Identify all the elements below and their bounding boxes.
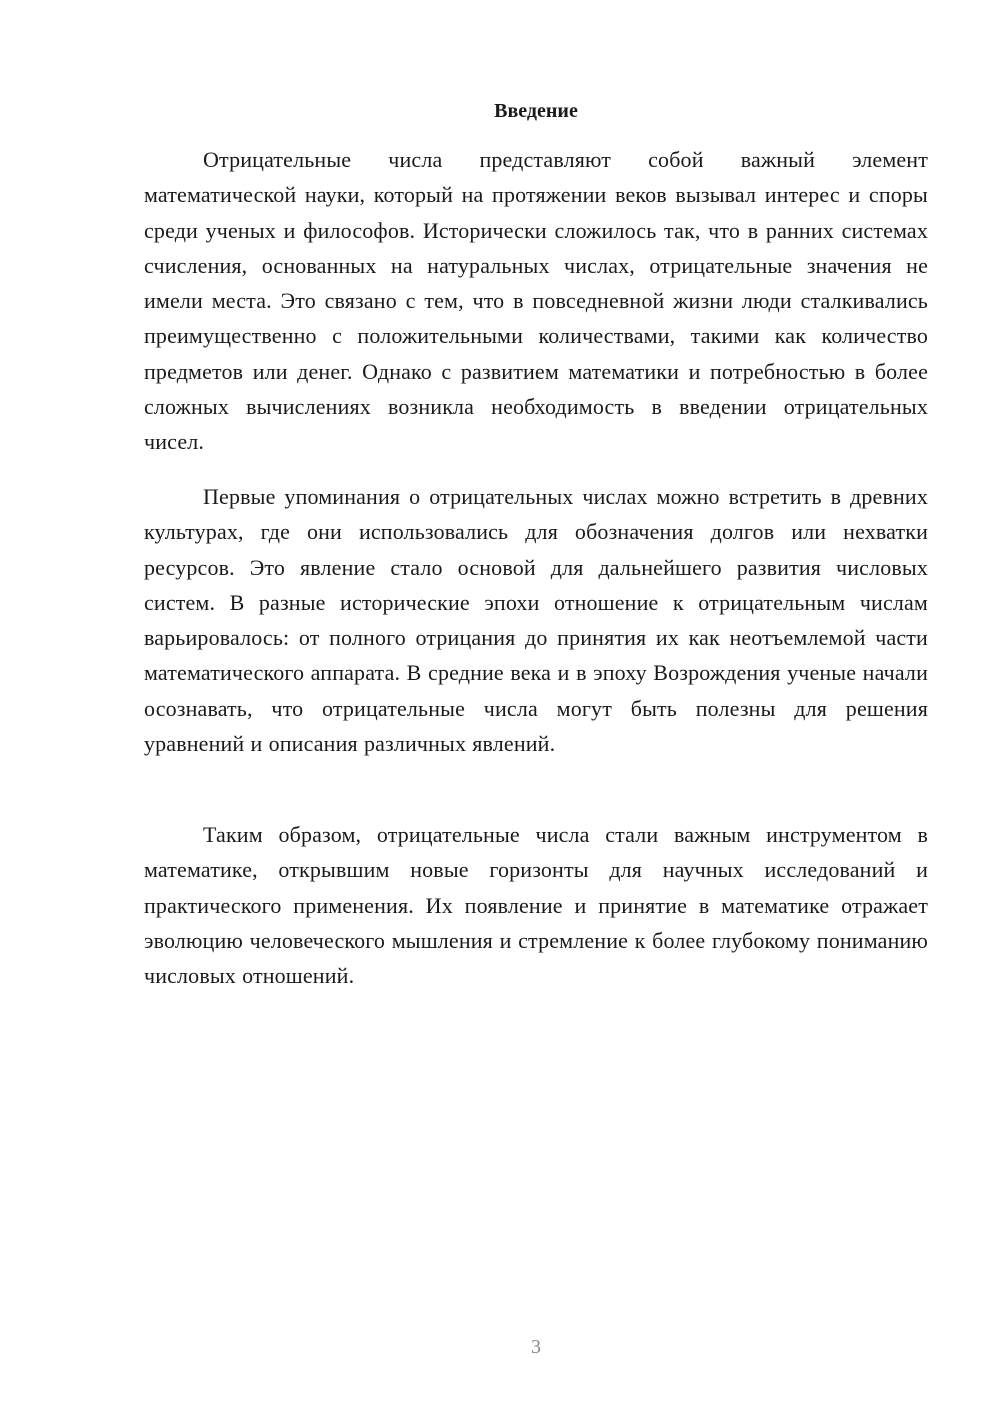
paragraph-2: Первые упоминания о отрицательных числах можно встретить в древних культурах, где они использовались для обозначения долгов или нехватки ресурсов. Это явление стало основой для дальнейшего развития числовых систем. В разные исторические эпохи отношение к отрицательным числам варьировалось: от полного отрицания до принятия их как неотъемлемой части математического аппарата. В средние века и в эпоху Возрождения ученые начали осознавать, что отрицательные числа могут быть полезны для решения уравнений и описания различных явлений. <box>144 484 928 757</box>
section-title: Введение <box>494 100 578 122</box>
page-number: 3 <box>531 1336 541 1358</box>
paragraph-3: Таким образом, отрицательные числа стали важным инструментом в математике, открывшим новые горизонты для научных исследований и практического применения. Их появление и принятие в математике отражает эволюцию человеческого мышления и стремление к более глубокому пониманию числовых отношений. <box>144 822 928 989</box>
paragraph-1: Отрицательные числа представляют собой важный элемент математической науки, который на протяжении веков вызывал интерес и споры среди ученых и философов. Исторически сложилось так, что в ранних системах счисления, основанных на натуральных числах, отрицательные значения не имели места. Это связано с тем, что в повседневной жизни люди сталкивались преимущественно с положительными количествами, такими как количество предметов или денег. Однако с развитием математики и потребностью в более сложных вычислениях возникла необходимость в введении отрицательных чисел. <box>144 147 928 455</box>
